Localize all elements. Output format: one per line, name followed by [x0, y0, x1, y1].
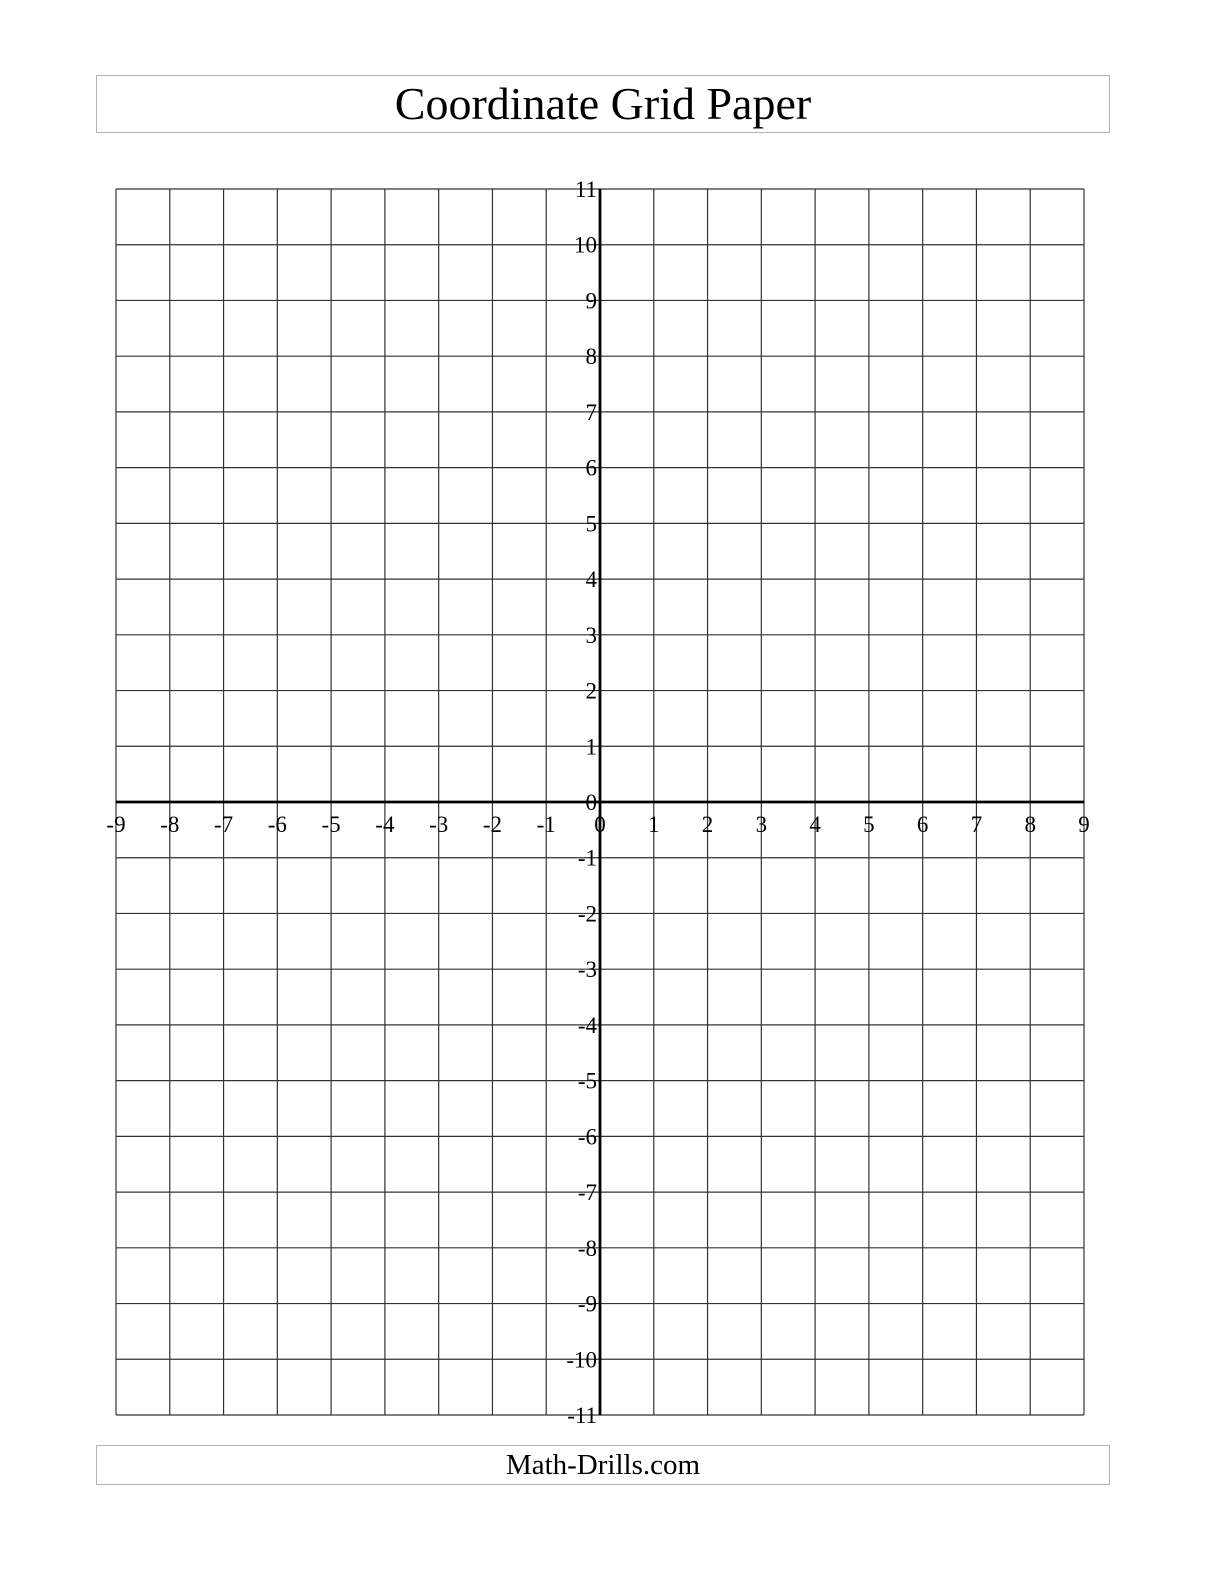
- y-tick-label: 10: [574, 232, 597, 258]
- y-tick-label: 4: [585, 567, 597, 593]
- x-tick-label: 4: [809, 812, 821, 837]
- y-tick-label: 2: [585, 678, 597, 704]
- axes: [116, 189, 1084, 1415]
- x-tick-label: 1: [648, 812, 660, 837]
- y-tick-label: 3: [585, 622, 597, 648]
- x-tick-label: -8: [160, 812, 180, 837]
- y-tick-label: -10: [566, 1347, 597, 1373]
- y-tick-label: 0: [585, 790, 597, 815]
- x-tick-label: -5: [321, 812, 341, 837]
- y-tick-label: 1: [585, 734, 597, 760]
- x-tick-label: -6: [267, 812, 287, 837]
- y-tick-label: -11: [567, 1403, 597, 1428]
- y-tick-label: -9: [577, 1291, 597, 1317]
- y-tick-label: 6: [585, 455, 597, 481]
- x-tick-label: -2: [482, 812, 503, 837]
- x-tick-label: -3: [429, 812, 449, 837]
- y-tick-label: 11: [574, 177, 597, 202]
- x-tick-label: 2: [701, 812, 714, 837]
- x-tick-label: 8: [1024, 812, 1036, 837]
- y-tick-label: 8: [585, 344, 597, 370]
- x-tick-label: 7: [970, 812, 983, 837]
- x-tick-label: 3: [755, 812, 768, 837]
- x-tick-label: 5: [863, 812, 875, 837]
- y-tick-label: -5: [577, 1068, 597, 1094]
- y-tick-label: 9: [585, 288, 597, 314]
- x-tick-label: -7: [213, 812, 234, 837]
- y-tick-label: -4: [577, 1012, 597, 1038]
- y-tick-label: 5: [585, 511, 597, 537]
- y-tick-label: -8: [577, 1235, 597, 1261]
- footer-box: [96, 1445, 1110, 1485]
- x-tick-label: 9: [1078, 812, 1090, 837]
- page-title: Coordinate Grid Paper: [394, 78, 812, 129]
- x-tick-label: -4: [375, 812, 395, 837]
- y-tick-label: 7: [585, 399, 597, 425]
- y-tick-label: -3: [577, 957, 597, 983]
- x-tick-label: 6: [916, 812, 929, 837]
- x-tick-label: -9: [106, 812, 126, 837]
- y-tick-label: -7: [577, 1180, 597, 1206]
- footer-site: Math-Drills.com: [505, 1448, 701, 1481]
- x-tick-labels: [106, 812, 1089, 837]
- y-tick-label: -6: [577, 1124, 597, 1150]
- y-tick-label: -2: [577, 901, 597, 927]
- y-tick-label: -1: [577, 845, 597, 871]
- x-tick-label: -1: [536, 812, 556, 837]
- x-tick-label: 0: [594, 812, 606, 837]
